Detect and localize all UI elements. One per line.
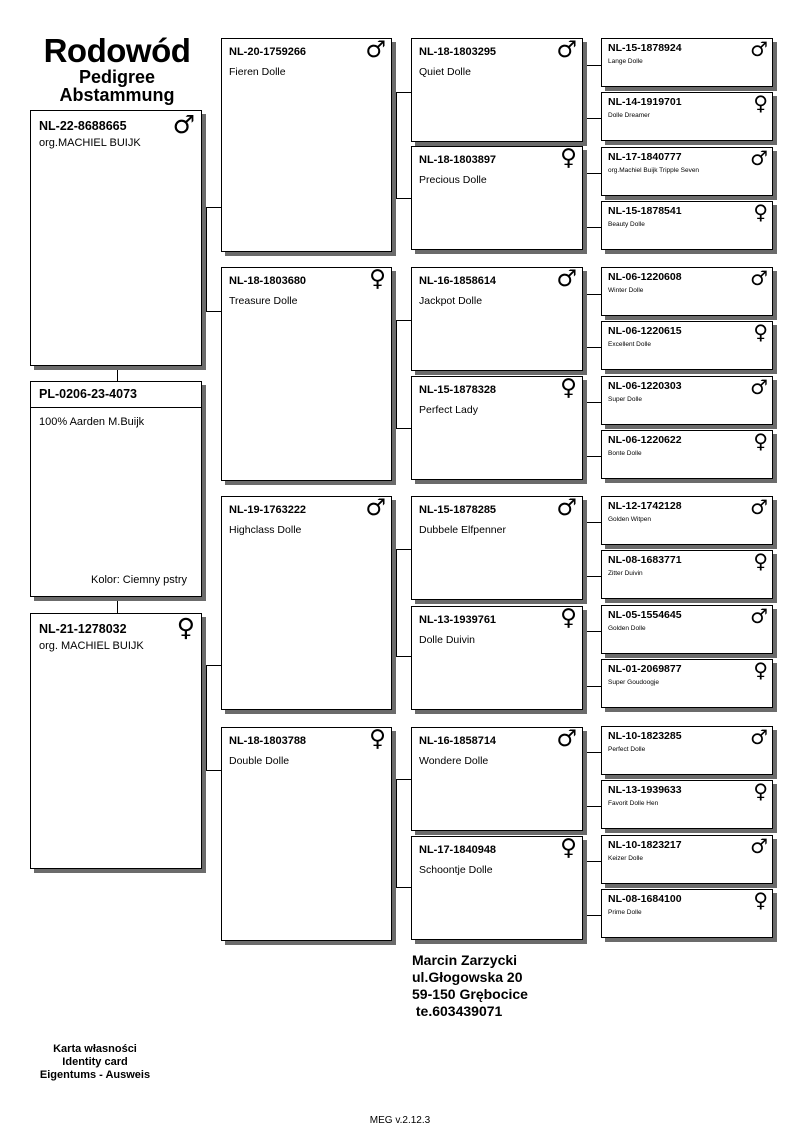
female-icon: ♀ — [753, 779, 768, 803]
connector-line — [396, 779, 397, 887]
gg-grandparent-3-ring-number: NL-17-1840777 — [608, 151, 682, 163]
connector-line — [583, 686, 601, 687]
great-grandparent-5-name: Dubbele Elfpenner — [419, 524, 506, 536]
female-icon: ♀ — [753, 658, 768, 682]
grandparent-2-name: Treasure Dolle — [229, 295, 298, 307]
subject-color: Kolor: Ciemny pstry — [91, 574, 187, 586]
grandparent-1-ring-number: NL-20-1759266 — [229, 46, 307, 58]
gg-grandparent-5-ring-number: NL-06-1220608 — [608, 271, 682, 283]
gg-grandparent-4-name: Beauty Dolle — [608, 221, 645, 228]
connector-line — [586, 402, 587, 456]
owner-name: Marcin Zarzycki — [412, 952, 518, 968]
connector-line — [392, 656, 411, 657]
female-icon: ♀ — [753, 429, 768, 453]
connector-line — [586, 294, 587, 347]
gg-grandparent-4-ring-number: NL-15-1878541 — [608, 205, 682, 217]
gg-grandparent-7-name: Super Dolle — [608, 396, 642, 403]
gg-grandparent-14-name: Favorit Dolle Hen — [608, 800, 659, 807]
male-icon: ♂ — [750, 725, 768, 749]
connector-line — [117, 597, 118, 613]
male-icon: ♂ — [556, 495, 577, 521]
great-grandparent-8-name: Schoontje Dolle — [419, 864, 493, 876]
great-grandparent-4-ring-number: NL-15-1878328 — [419, 384, 497, 396]
connector-line — [392, 779, 411, 780]
great-grandparent-1-card[interactable] — [411, 38, 583, 142]
connector-line — [392, 320, 411, 321]
connector-line — [392, 92, 411, 93]
connector-line — [392, 887, 411, 888]
dam-ring-number: NL-21-1278032 — [39, 622, 127, 636]
great-grandparent-1-name: Quiet Dolle — [419, 66, 471, 78]
grandparent-2-ring-number: NL-18-1803680 — [229, 275, 307, 287]
connector-line — [392, 428, 411, 429]
female-icon: ♀ — [176, 613, 195, 642]
owner-street: ul.Głogowska 20 — [412, 969, 523, 985]
great-grandparent-3-name: Jackpot Dolle — [419, 295, 483, 307]
sire-name: org.MACHIEL BUIJK — [39, 137, 141, 149]
owner-address — [412, 952, 528, 1020]
connector-line — [586, 752, 587, 806]
owner-phone: te.603439071 — [412, 1003, 503, 1019]
female-icon: ♀ — [753, 91, 768, 115]
male-icon: ♂ — [750, 266, 768, 290]
great-grandparent-8-ring-number: NL-17-1840948 — [419, 844, 497, 856]
gg-grandparent-8-ring-number: NL-06-1220622 — [608, 434, 682, 446]
gg-grandparent-15-card[interactable] — [601, 835, 773, 884]
dam-card[interactable] — [30, 613, 202, 869]
connector-line — [206, 207, 207, 311]
female-icon: ♀ — [560, 605, 577, 631]
female-icon: ♀ — [753, 888, 768, 912]
great-grandparent-2-name: Precious Dolle — [419, 174, 487, 186]
gg-grandparent-8-name: Bonte Dolle — [608, 450, 642, 457]
gg-grandparent-7-card[interactable] — [601, 376, 773, 425]
pedigree-title: Rodowód — [43, 32, 191, 69]
grandparent-4-card[interactable] — [221, 727, 392, 941]
grandparent-1-name: Fieren Dolle — [229, 66, 286, 78]
gg-grandparent-9-name: Golden Witpen — [608, 516, 651, 523]
subject-card[interactable] — [30, 381, 202, 597]
gg-grandparent-16-name: Prime Dolle — [608, 909, 642, 916]
great-grandparent-5-ring-number: NL-15-1878285 — [419, 504, 497, 516]
grandparent-4-name: Double Dolle — [229, 755, 290, 767]
sire-card[interactable] — [30, 110, 202, 366]
gg-grandparent-1-name: Lange Dolle — [608, 58, 643, 65]
connector-line — [392, 198, 411, 199]
male-icon: ♂ — [750, 495, 768, 519]
connector-line — [202, 665, 221, 666]
gg-grandparent-14-card[interactable] — [601, 780, 773, 829]
connector-line — [396, 92, 397, 198]
great-grandparent-5-card[interactable] — [411, 496, 583, 600]
great-grandparent-2-ring-number: NL-18-1803897 — [419, 154, 497, 166]
gg-grandparent-11-ring-number: NL-05-1554645 — [608, 609, 682, 621]
connector-line — [583, 915, 601, 916]
gg-grandparent-1-card[interactable] — [601, 38, 773, 87]
female-icon: ♀ — [369, 266, 386, 292]
gg-grandparent-7-ring-number: NL-06-1220303 — [608, 380, 682, 392]
male-icon: ♂ — [750, 604, 768, 628]
connector-line — [117, 366, 118, 381]
gg-grandparent-10-card[interactable] — [601, 550, 773, 599]
connector-line — [583, 576, 601, 577]
great-grandparent-7-name: Wondere Dolle — [419, 755, 489, 767]
sire-ring-number: NL-22-8688665 — [39, 119, 127, 133]
connector-line — [392, 549, 411, 550]
female-icon: ♀ — [753, 549, 768, 573]
gg-grandparent-6-name: Excellent Dolle — [608, 341, 651, 348]
connector-line — [583, 347, 601, 348]
male-icon: ♂ — [556, 266, 577, 292]
connector-line — [586, 631, 587, 686]
connector-line — [583, 227, 601, 228]
gg-grandparent-11-name: Golden Dolle — [608, 625, 646, 632]
great-grandparent-6-ring-number: NL-13-1939761 — [419, 614, 497, 626]
male-icon: ♂ — [750, 146, 768, 170]
subject-origin: 100% Aarden M.Buijk — [39, 416, 145, 428]
connector-line — [396, 320, 397, 428]
great-grandparent-8-card[interactable] — [411, 836, 583, 940]
male-icon: ♂ — [750, 37, 768, 61]
connector-line — [202, 311, 221, 312]
gg-grandparent-15-ring-number: NL-10-1823217 — [608, 839, 682, 851]
connector-line — [586, 522, 587, 576]
grandparent-3-card[interactable] — [221, 496, 392, 710]
gg-grandparent-5-card[interactable] — [601, 267, 773, 316]
grandparent-2-card[interactable] — [221, 267, 392, 481]
connector-line — [206, 665, 207, 770]
gg-grandparent-16-ring-number: NL-08-1684100 — [608, 893, 682, 905]
identity-card-de: Eigentums - Ausweis — [39, 1069, 151, 1081]
grandparent-3-name: Highclass Dolle — [229, 524, 302, 536]
gg-grandparent-12-ring-number: NL-01-2069877 — [608, 663, 682, 675]
gg-grandparent-5-name: Winter Dolle — [608, 287, 644, 294]
connector-line — [396, 549, 397, 656]
pedigree-subtitle-en: Pedigree — [78, 67, 156, 87]
male-icon: ♂ — [365, 495, 386, 521]
great-grandparent-7-ring-number: NL-16-1858714 — [419, 735, 497, 747]
great-grandparent-3-ring-number: NL-16-1858614 — [419, 275, 497, 287]
connector-line — [583, 456, 601, 457]
dam-name: org. MACHIEL BUIJK — [39, 640, 144, 652]
connector-line — [583, 118, 601, 119]
male-icon: ♂ — [556, 726, 577, 752]
male-icon: ♂ — [750, 834, 768, 858]
gg-grandparent-6-card[interactable] — [601, 321, 773, 370]
gg-grandparent-15-name: Keizer Dolle — [608, 855, 644, 862]
gg-grandparent-12-card[interactable] — [601, 659, 773, 708]
grandparent-4-ring-number: NL-18-1803788 — [229, 735, 307, 747]
gg-grandparent-9-ring-number: NL-12-1742128 — [608, 500, 682, 512]
gg-grandparent-12-name: Super Goudoogje — [608, 679, 659, 686]
great-grandparent-7-card[interactable] — [411, 727, 583, 831]
male-icon: ♂ — [750, 375, 768, 399]
great-grandparent-2-card[interactable] — [411, 146, 583, 250]
connector-line — [586, 173, 587, 227]
gg-grandparent-10-name: Zitter Duivin — [608, 570, 643, 577]
connector-line — [586, 65, 587, 118]
great-grandparent-4-name: Perfect Lady — [419, 404, 478, 416]
gg-grandparent-6-ring-number: NL-06-1220615 — [608, 325, 682, 337]
gg-grandparent-13-card[interactable] — [601, 726, 773, 775]
gg-grandparent-10-ring-number: NL-08-1683771 — [608, 554, 682, 566]
female-icon: ♀ — [560, 835, 577, 861]
gg-grandparent-2-card[interactable] — [601, 92, 773, 141]
great-grandparent-3-card[interactable] — [411, 267, 583, 371]
identity-card-label — [20, 1043, 170, 1082]
connector-line — [583, 806, 601, 807]
gg-grandparent-13-name: Perfect Dolle — [608, 746, 646, 753]
gg-grandparent-3-card[interactable] — [601, 147, 773, 196]
gg-grandparent-16-card[interactable] — [601, 889, 773, 938]
gg-grandparent-1-ring-number: NL-15-1878924 — [608, 42, 682, 54]
male-icon: ♂ — [172, 110, 195, 139]
gg-grandparent-9-card[interactable] — [601, 496, 773, 545]
male-icon: ♂ — [556, 37, 577, 63]
grandparent-1-card[interactable] — [221, 38, 392, 252]
gg-grandparent-13-ring-number: NL-10-1823285 — [608, 730, 682, 742]
identity-card-en: Identity card — [62, 1056, 128, 1068]
great-grandparent-4-card[interactable] — [411, 376, 583, 480]
female-icon: ♀ — [369, 726, 386, 752]
female-icon: ♀ — [753, 200, 768, 224]
subject-header — [31, 382, 201, 408]
gg-grandparent-3-name: org.Machiel Buijk Tripple Seven — [608, 167, 700, 174]
great-grandparent-1-ring-number: NL-18-1803295 — [419, 46, 497, 58]
connector-line — [202, 207, 221, 208]
pedigree-subtitle-de: Abstammung — [59, 85, 175, 105]
gg-grandparent-8-card[interactable] — [601, 430, 773, 479]
identity-card-pl: Karta własności — [53, 1043, 137, 1055]
male-icon: ♂ — [365, 37, 386, 63]
software-version: MEG v.2.12.3 — [369, 1115, 431, 1126]
great-grandparent-6-card[interactable] — [411, 606, 583, 710]
owner-city: 59-150 Grębocice — [412, 986, 528, 1002]
gg-grandparent-11-card[interactable] — [601, 605, 773, 654]
female-icon: ♀ — [560, 375, 577, 401]
gg-grandparent-2-ring-number: NL-14-1919701 — [608, 96, 682, 108]
gg-grandparent-2-name: Dolle Dreamer — [608, 112, 650, 119]
gg-grandparent-14-ring-number: NL-13-1939633 — [608, 784, 682, 796]
connector-line — [202, 770, 221, 771]
subject-ring-number: PL-0206-23-4073 — [39, 387, 137, 401]
gg-grandparent-4-card[interactable] — [601, 201, 773, 250]
female-icon: ♀ — [560, 145, 577, 171]
grandparent-3-ring-number: NL-19-1763222 — [229, 504, 307, 516]
great-grandparent-6-name: Dolle Duivin — [419, 634, 476, 646]
connector-line — [586, 861, 587, 915]
female-icon: ♀ — [753, 320, 768, 344]
